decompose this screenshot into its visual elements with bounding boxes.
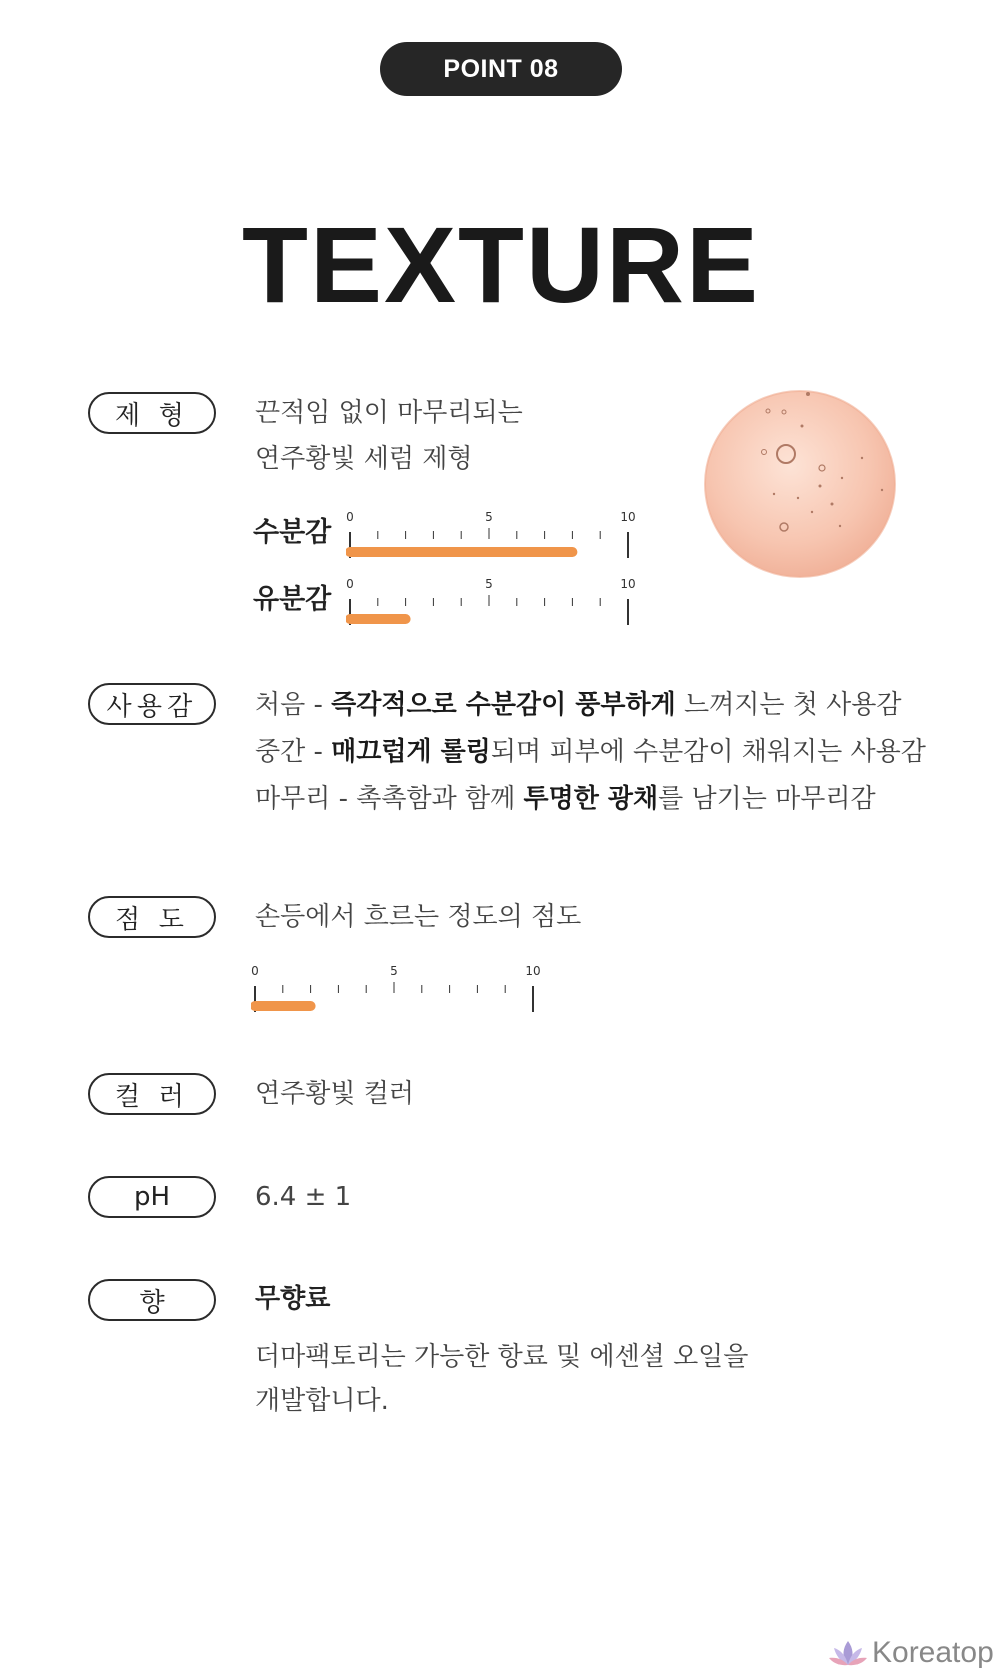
label-formulation: 제 형 xyxy=(88,392,216,434)
oil-scale xyxy=(346,577,636,629)
usage-line-1-bold: 즉각적으로 수분감이 풍부하게 xyxy=(331,690,676,720)
viscosity-text: 손등에서 흐르는 정도의 점도 xyxy=(255,902,582,932)
label-usage: 사용감 xyxy=(88,683,216,725)
formulation-line-2: 연주황빛 세럼 제형 xyxy=(255,444,473,474)
scent-line-1: 더마팩토리는 가능한 항료 및 에센셜 오일을 xyxy=(255,1342,749,1372)
scale-tick-label: 5 xyxy=(485,577,493,591)
scale-tick-label: 5 xyxy=(390,964,398,978)
viscosity-scale xyxy=(251,964,541,1016)
label-scent: 향 xyxy=(88,1279,216,1321)
point-badge: POINT 08 xyxy=(380,42,622,96)
serum-drop-image xyxy=(702,386,898,582)
usage-line-3-pre: 마무리 - 촉촉함과 함께 xyxy=(255,784,524,814)
label-ph: pH xyxy=(88,1176,216,1218)
oil-label: 유분감 xyxy=(253,584,332,615)
usage-line-3 xyxy=(255,776,876,822)
moisture-scale xyxy=(346,510,636,562)
page-title: TEXTURE xyxy=(241,204,761,325)
formulation-line-1: 끈적임 없이 마무리되는 xyxy=(255,398,523,428)
scale-tick-label: 5 xyxy=(485,510,493,524)
lotus-logo-icon xyxy=(828,1638,868,1668)
usage-line-3-bold: 투명한 광채 xyxy=(523,784,659,814)
color-text: 연주황빛 컬러 xyxy=(255,1079,414,1109)
usage-line-1-post: 느껴지는 첫 사용감 xyxy=(675,690,902,720)
ph-text: 6.4 ± 1 xyxy=(255,1182,352,1212)
scale-tick-label: 0 xyxy=(346,510,354,524)
label-color: 컬 러 xyxy=(88,1073,216,1115)
usage-line-1 xyxy=(255,682,902,728)
usage-line-2 xyxy=(255,729,926,775)
scale-tick-label: 10 xyxy=(620,510,636,524)
usage-line-2-post: 되며 피부에 수분감이 채워지는 사용감 xyxy=(490,737,926,767)
usage-line-3-post: 를 남기는 마무리감 xyxy=(658,784,876,814)
scent-line-2: 개발합니다. xyxy=(255,1386,389,1416)
brand-watermark xyxy=(828,1636,994,1670)
usage-line-2-pre: 중간 - xyxy=(255,737,332,767)
scale-tick-label: 10 xyxy=(525,964,541,978)
scale-tick-label: 0 xyxy=(251,964,259,978)
scale-tick-label: 10 xyxy=(620,577,636,591)
usage-line-2-bold: 매끄럽게 롤링 xyxy=(331,737,491,767)
scale-tick-label: 0 xyxy=(346,577,354,591)
brand-name: Koreatop xyxy=(872,1636,994,1669)
usage-line-1-pre: 처음 - xyxy=(255,690,332,720)
moisture-label: 수분감 xyxy=(253,517,332,548)
scent-title: 무향료 xyxy=(255,1284,331,1314)
label-viscosity: 점 도 xyxy=(88,896,216,938)
